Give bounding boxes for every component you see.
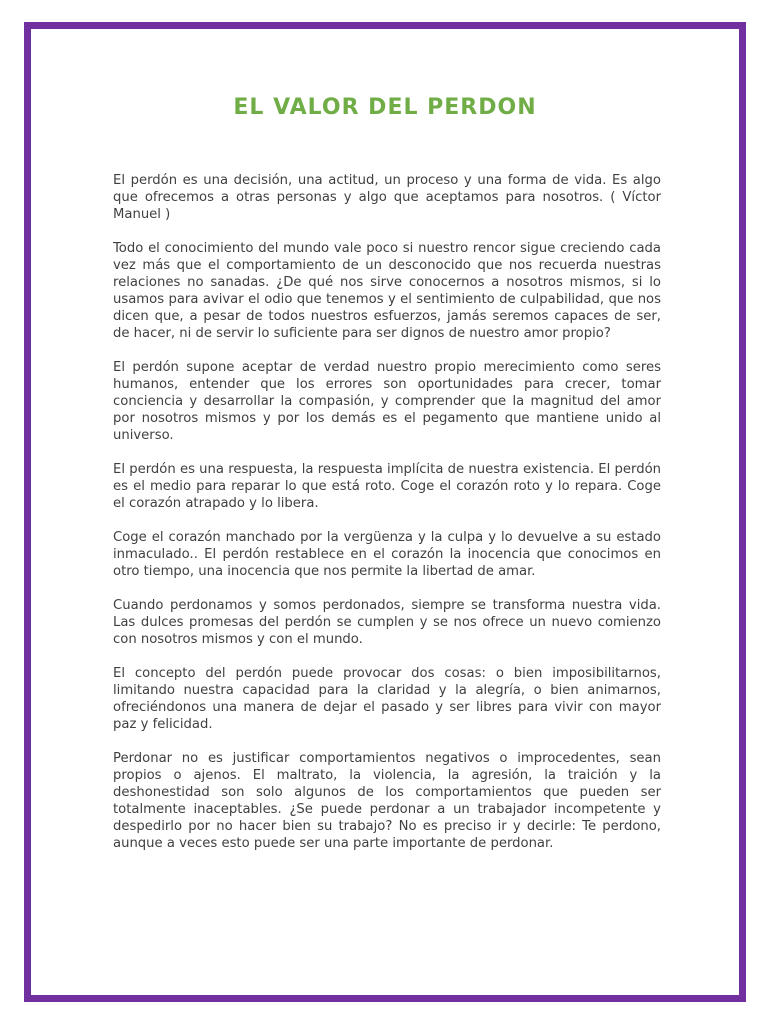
paragraph: El perdón es una respuesta, la respuesta implícita de nuestra existencia. El perdón es el medio para reparar lo que está roto. Coge el corazón roto y lo repara. Coge el corazón atrapado y lo libera. <box>113 462 661 511</box>
paragraph: El perdón supone aceptar de verdad nuestro propio merecimiento como seres humanos, entender que los errores son oportunidades para crecer, tomar conciencia y desarrollar la compasión, y comprender que la magnitud del amor por nosotros mismos y por los demás es el pegamento que mantiene unido al universo. <box>113 360 661 443</box>
paragraph: El perdón es una decisión, una actitud, un proceso y una forma de vida. Es algo que ofrecemos a otras personas y algo que aceptamos para nosotros. ( Víctor Manuel ) <box>113 173 661 222</box>
paragraph: Cuando perdonamos y somos perdonados, siempre se transforma nuestra vida. Las dulces promesas del perdón se cumplen y se nos ofrece un nuevo comienzo con nosotros mismos y con el mundo. <box>113 598 661 647</box>
document-title: EL VALOR DEL PERDON <box>233 95 537 120</box>
paragraph: Todo el conocimiento del mundo vale poco si nuestro rencor sigue creciendo cada vez más que el comportamiento de un desconocido que nos recuerda nuestras relaciones no sanadas. ¿De qué nos sirve conocernos a nosotros mismos, si lo usamos para avivar el odio que tenemos y el sentimiento de culpabilidad, que nos dicen que, a pesar de todos nuestros esfuerzos, jamás seremos capaces de ser, de hacer, ni de servir lo suficiente para ser dignos de nuestro amor propio? <box>113 241 661 341</box>
paragraph: Coge el corazón manchado por la vergüenza y la culpa y lo devuelve a su estado inmaculado.. El perdón restablece en el corazón la inocencia que conocimos en otro tiempo, una inocencia que nos permite la libertad de amar. <box>113 530 661 579</box>
paragraph: El concepto del perdón puede provocar dos cosas: o bien imposibilitarnos, limitando nuestra capacidad para la claridad y la alegría, o bien animarnos, ofreciéndonos una manera de dejar el pasado y ser libres para vivir con mayor paz y felicidad. <box>113 666 661 732</box>
page-frame <box>24 22 746 1002</box>
paragraph: Perdonar no es justificar comportamientos negativos o improcedentes, sean propios o ajenos. El maltrato, la violencia, la agresión, la traición y la deshonestidad son solo algunos de los comportamientos que pueden ser totalmente inaceptables. ¿Se puede perdonar a un trabajador incompetente y despedirlo por no hacer bien su trabajo? No es preciso ir y decirle: Te perdono, aunque a veces esto puede ser una parte importante de perdonar. <box>113 751 661 851</box>
document-body <box>113 172 661 869</box>
